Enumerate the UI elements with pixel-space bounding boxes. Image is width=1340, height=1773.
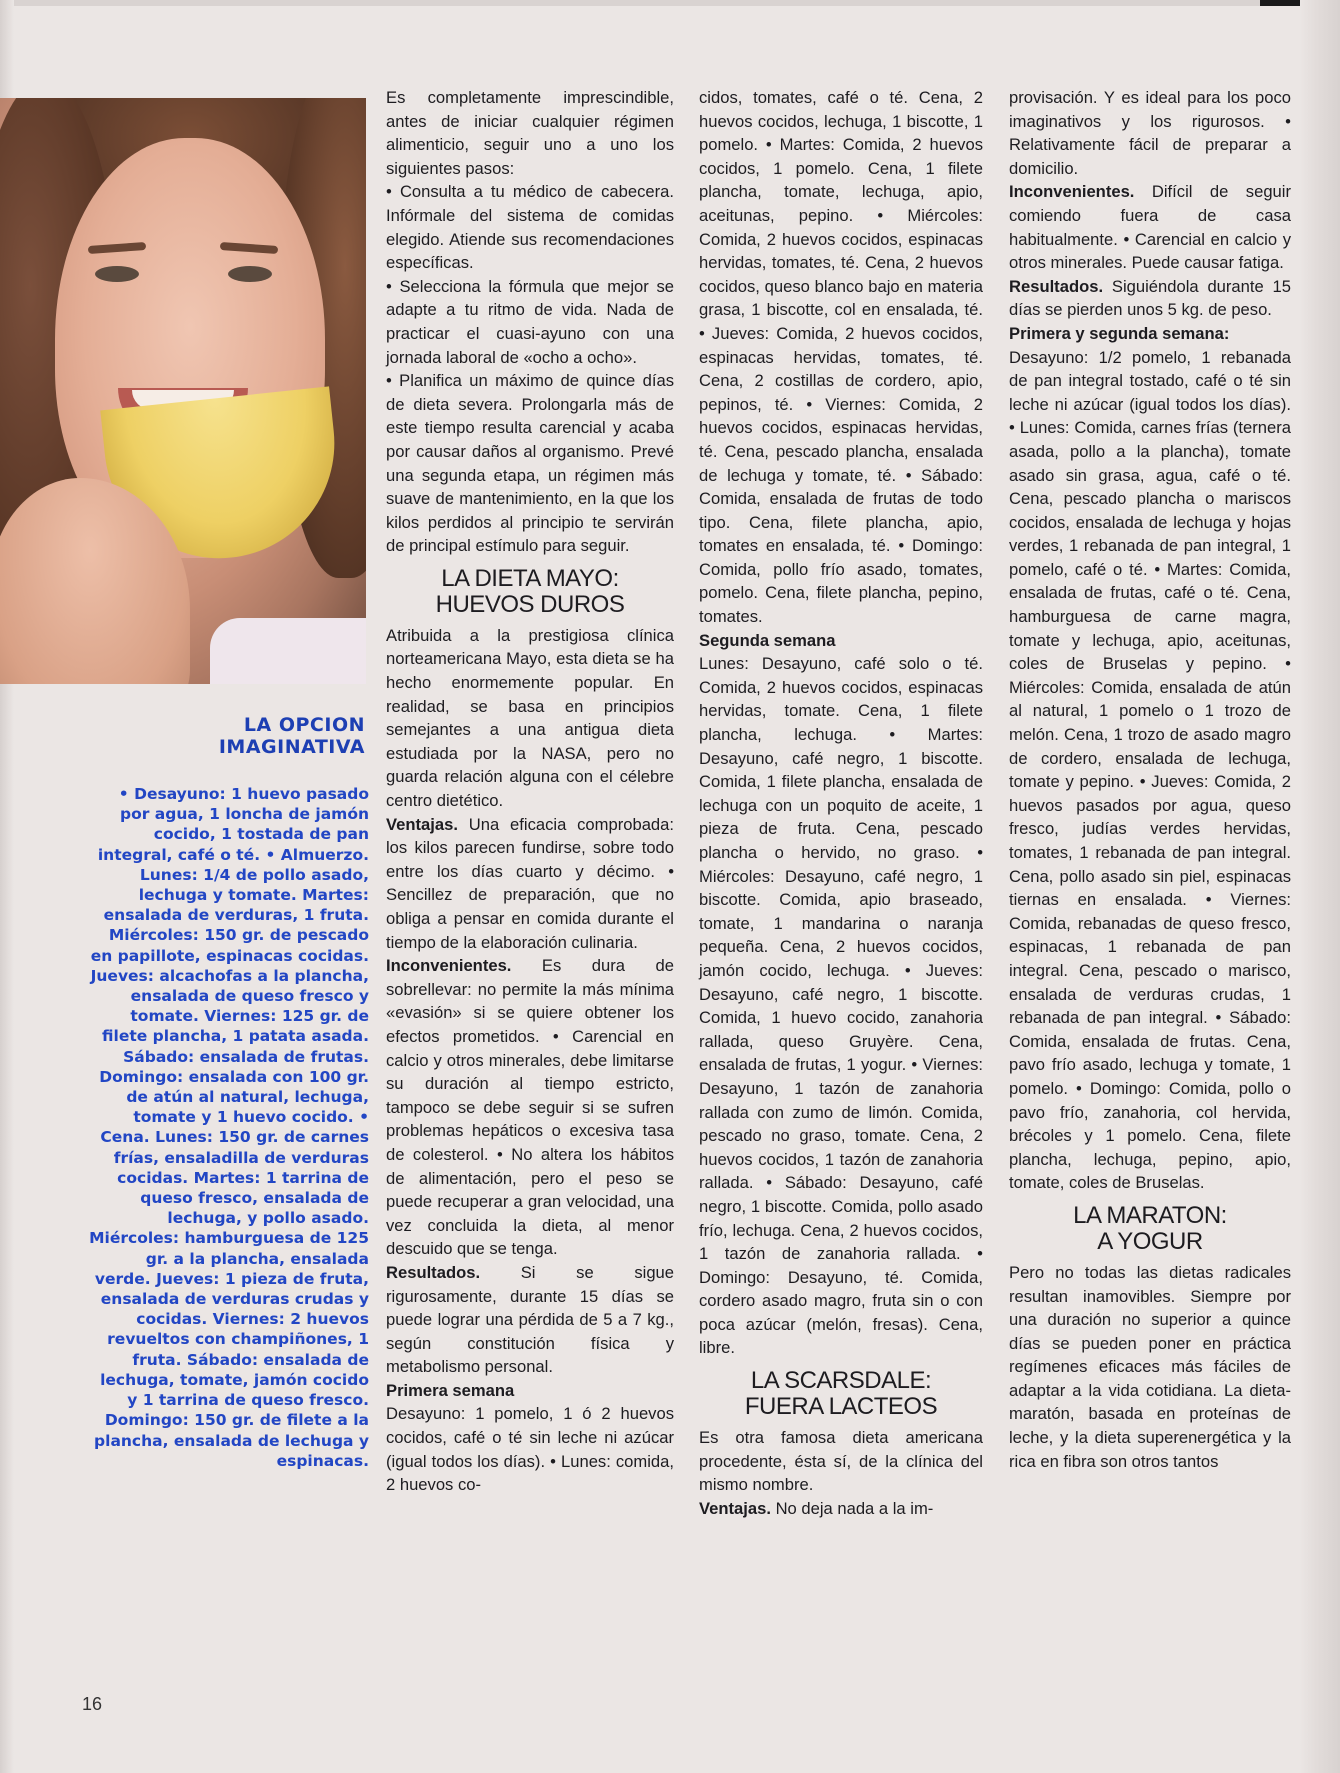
scarsdale-inconvenientes (1009, 180, 1291, 274)
inconvenientes-label: Inconvenientes. (386, 956, 512, 976)
page-number: 16 (82, 1694, 103, 1714)
step-1: • Consulta a tu médico de cabecera. Infórmale del sistema de comidas elegido. Atiende sus recomendaciones específicas. (386, 182, 674, 273)
scarsdale-ventajas (699, 1497, 983, 1521)
eye-left (95, 266, 139, 282)
inconvenientes-label: Inconvenientes. (1009, 182, 1135, 202)
inconvenientes-text: Difícil de seguir comiendo fuera de casa habitualmente. • Carencial en calcio y otros minerales. Puede causar fatiga. (1009, 182, 1291, 273)
text-column-3 (1009, 86, 1291, 1473)
week1-continued: cidos, tomates, café o té. Cena, 2 huevos cocidos, lechuga, 1 biscotte, 1 pomelo. • Martes: Comida, 2 huevos cocidos, 1 pomelo. Cena, 1 filete plancha, tomate, lechuga, apio, aceitunas, pepino. • Miércoles: Comida, 2 huevos cocidos, espinacas hervidas, tomates, té. Cena, 2 huevos cocidos, queso blanco bajo en materia grasa, 1 biscotte, col en ensalada, té. • Jueves: Comida, 2 huevos cocidos, espinacas hervidas, tomates, té. Cena, 2 costillas de cordero, apio, pepinos, té. • Viernes: Comida, 2 huevos cocidos, espinacas hervidas, té. Cena, pescado plancha, ensalada de lechuga y tomate, té. • Sábado: Comida, ensalada de frutas de todo tipo. Cena, filete plancha, apio, tomates en ensalada, té. • Domingo: Comida, pollo frío asado, tomates, pomelo. Cena, filete plancha, pepino, tomates. (699, 88, 983, 627)
text-column-1 (386, 86, 674, 1497)
heading-line-1: LA MARATON: (1073, 1201, 1227, 1229)
sidebar-title: LA OPCION IMAGINATIVA (218, 714, 365, 758)
weeks-label (1009, 322, 1291, 346)
scarsdale-intro: Es otra famosa dieta americana procedente, ésta sí, de la clínica del mismo nombre. (699, 1428, 983, 1495)
section-heading-mayo (386, 566, 674, 618)
step-2: • Selecciona la fórmula que mejor se adapte a tu ritmo de vida. Nada de practicar el cuasi-ayuno con una jornada laboral de «ocho a ocho». (386, 276, 674, 367)
section-heading-scarsdale (699, 1368, 983, 1420)
resultados-text: Siguiéndola durante 15 días se pierden unos 5 kg. de peso. (1009, 276, 1291, 320)
sidebar-body: • Desayuno: 1 huevo pasado por agua, 1 loncha de jamón cocido, 1 tostada de pan integral, café o té. • Almuerzo. Lunes: 1/4 de pollo asado, lechuga y tomate. Martes: ensalada de verduras, 1 fruta. Miércoles: 150 gr. de pescado en papillote, espinacas cocidas. Jueves: alcachofas a la plancha, ensalada de queso fresco y tomate. Viernes: 125 gr. de filete plancha, 1 patata asada. Sábado: ensalada de frutas. Domingo: ensalada con 100 gr. de atún al natural, lechuga, tomate y 1 huevo cocido. • Cena. Lunes: 150 gr. de carnes frías, ensaladilla de verduras cocidas. Martes: 1 tarrina de queso fresco, ensalada de lechuga, y pollo asado. Miércoles: hamburguesa de 125 gr. a la plancha, ensalada verde. Jueves: 1 pieza de fruta, ensalada de verduras crudas y cocidas. Viernes: 2 huevos revueltos con champiñones, 1 fruta. Sábado: ensalada de lechuga, tomate, jamón cocido y 1 tarrina de queso fresco. Domingo: 150 gr. de filete a la plancha, ensalada de lechuga y espinacas. (89, 785, 369, 1470)
mayo-intro: Atribuida a la prestigiosa clínica norteamericana Mayo, esta dieta se ha hecho enormemente popular. En realidad, se basa en principios semejantes a una antigua dieta estudiada por la NASA, pero no guarda relación alguna con el célebre centro dietético. (386, 625, 674, 811)
woman-eating-melon-photo (0, 98, 366, 684)
ventajas-label: Ventajas. (699, 1498, 771, 1518)
text-column-2 (699, 86, 983, 1520)
heading-line-2: HUEVOS DUROS (435, 590, 625, 618)
ventajas-label: Ventajas. (386, 814, 458, 834)
mayo-inconvenientes (386, 954, 674, 1261)
resultados-label: Resultados. (1009, 276, 1104, 296)
section-heading-maraton (1009, 1203, 1291, 1255)
page-edge-right (1300, 0, 1340, 1773)
page-top-strip (0, 0, 1340, 6)
week1-label (386, 1379, 674, 1403)
week1-heading: Primera semana (386, 1380, 515, 1400)
mayo-ventajas (386, 813, 674, 955)
heading-line-1: LA SCARSDALE: (750, 1367, 932, 1395)
week2-text: Lunes: Desayuno, café solo o té. Comida, 2 huevos cocidos, espinacas hervidas, tomate. Cena, 1 filete plancha, lechuga. • Martes: Desayuno, café negro, 1 biscotte. Comida, 1 filete plancha, ensalada de lechuga con un poquito de aceite, 1 pieza de fruta. Cena, pescado plancha o hervido, no graso. • Miércoles: Desayuno, café negro, 1 biscotte. Comida, apio braseado, tomate, 1 mandarina o naranja pequeña. Cena, 2 huevos cocidos, jamón cocido, lechuga. • Jueves: Desayuno, café negro, 1 biscotte. Comida, 1 huevo cocido, zanahoria rallada, queso Gruyère. Cena, ensalada de frutas, 1 yogur. • Viernes: Desayuno, 1 tazón de zanahoria rallada con zumo de limón. Comida, pescado no graso, tomate. Cena, 2 huevos cocidos, 1 tazón de zanahoria rallada. • Sábado: Desayuno, café negro, 1 biscotte. Comida, pollo asado frío, lechuga. Cena, 2 huevos cocidos, 1 tazón de zanahoria rallada. • Domingo: Desayuno, té. Comida, cordero asado magro, fruta sin o con poca azúcar (melón, fresas). Cena, libre. (699, 654, 983, 1358)
ventajas-text: Una eficacia comprobada: los kilos parecen fundirse, sobre todo entre los días cuarto y décimo. • Sencillez de preparación, que no obliga a pensar en comida durante el tiempo de la elaboración culinaria. (386, 814, 674, 952)
week2-label (699, 629, 983, 653)
resultados-label: Resultados. (386, 1262, 481, 1282)
heading-line-1: LA DIETA MAYO: (441, 564, 619, 592)
weeks-text: Desayuno: 1/2 pomelo, 1 rebanada de pan integral tostado, café o té sin leche ni azúcar (igual todos los días). • Lunes: Comida, carnes frías (ternera asada, pollo a la plancha), tomate asado sin grasa, agua, café o té. Cena, pescado plancha o mariscos cocidos, ensalada de lechuga y hojas verdes, 1 rebanada de pan integral, 1 pomelo, café o té. • Martes: Comida, ensalada de frutas, café o té. Cena, hamburguesa de carne magra, tomate y lechuga, apio, aceitunas, coles de Bruselas y pepino. • Miércoles: Comida, ensalada de atún al natural, 1 pomelo o 1 trozo de melón. Cena, 1 trozo de asado magro de cordero, ensalada de lechuga, tomate y pepino. • Jueves: Comida, 2 huevos pasados por agua, queso fresco, judías verdes hervidas, tomates, 1 rebanada de pan integral. Cena, pollo asado sin piel, espinacas tiernas en ensalada. • Viernes: Comida, rebanadas de queso fresco, espinacas, 1 rebanada de pan integral. Cena, pescado o marisco, ensalada de verduras crudas, 1 rebanada de pan integral. • Sábado: Comida, ensalada de frutas. Cena, pavo frío asado, lechuga y tomate, 1 pomelo. • Domingo: Comida, pollo o pavo frío, zanahoria, col hervida, brécoles y 1 pomelo. Cena, filete plancha, lechuga, pepino, apio, tomate, coles de Bruselas. (1009, 347, 1291, 1193)
ventajas-text: No deja nada a la im- (770, 1498, 934, 1518)
mayo-resultados (386, 1261, 674, 1379)
week1-text: Desayuno: 1 pomelo, 1 ó 2 huevos cocidos, café o té sin leche ni azúcar (igual todos los días). • Lunes: comida, 2 huevos co- (386, 1404, 674, 1495)
weeks-heading: Primera y segunda semana: (1009, 323, 1230, 343)
intro-paragraph: Es completamente imprescindible, antes de iniciar cualquier régimen alimenticio, seguir uno a uno los siguientes pasos: (386, 88, 674, 178)
heading-line-2: FUERA LACTEOS (744, 1393, 938, 1421)
scarsdale-resultados (1009, 275, 1291, 322)
eye-right (228, 266, 272, 282)
week2-heading: Segunda semana (699, 630, 836, 650)
shirt (210, 618, 366, 684)
inconvenientes-text: Es dura de sobrellevar: no permite la más mínima «evasión» si se quiere obtener los efectos prometidos. • Carencial en calcio y otros minerales, debe limitarse su duración al tiempo estricto, tampoco se debe seguir si se sufren problemas hepáticos o excesiva tasa de colesterol. • No altera los hábitos de alimentación, pero el peso se puede recuperar a gran velocidad, una vez concluida la dieta, al menor descuido que se tenga. (386, 956, 674, 1259)
step-3: • Planifica un máximo de quince días de dieta severa. Prolongarla más de este tiempo resulta carencial y acaba por causar daños al organismo. Prevé una segunda etapa, un régimen más suave de mantenimiento, en la que los kilos perdidos al principio te servirán de principal estímulo para seguir. (386, 371, 674, 556)
maraton-intro: Pero no todas las dietas radicales resultan inamovibles. Siempre por una duración no superior a quince días se pueden poner en práctica regímenes eficaces más fáciles de adaptar a la vida cotidiana. La dieta-maratón, basada en proteínas de leche, y la dieta superenergética y la rica en fibra son otros tantos (1009, 1262, 1291, 1471)
resultados-text: Si se sigue rigurosamente, durante 15 días se puede lograr una pérdida de 5 a 7 kg., según constitución física y metabolismo personal. (386, 1262, 674, 1377)
scarsdale-ventajas-continued: provisación. Y es ideal para los poco imaginativos y los rigurosos. • Relativamente fácil de preparar a domicilio. (1009, 88, 1291, 178)
heading-line-2: A YOGUR (1097, 1227, 1203, 1255)
